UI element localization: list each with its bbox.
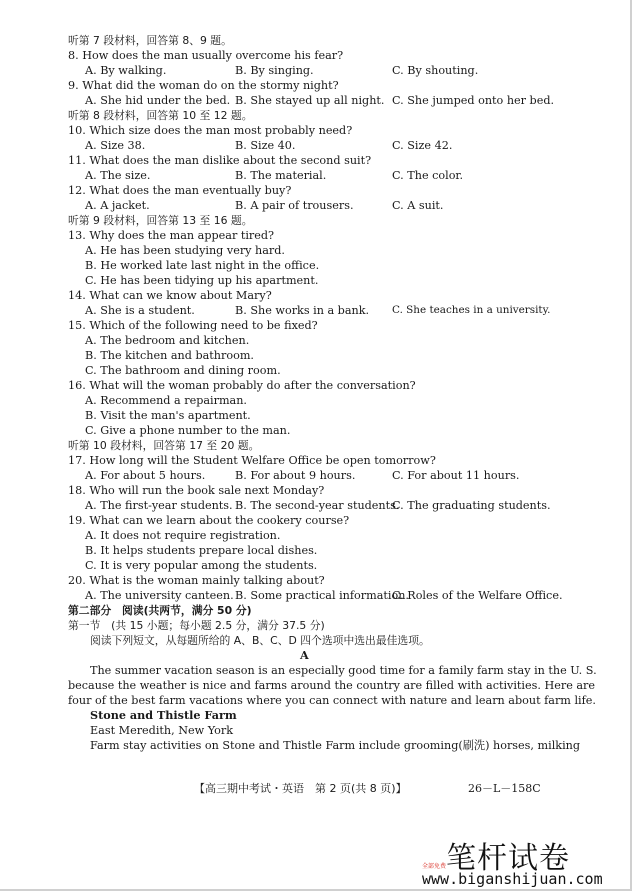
farm-description: Farm stay activities on Stone and Thistle Farm include grooming(刷洗) horses, milking xyxy=(90,739,581,752)
question-8: 8. How does the man usually overcome his fear? xyxy=(68,49,344,62)
watermark-url: www.biganshijuan.com xyxy=(422,870,603,888)
farm-location: East Meredith, New York xyxy=(90,724,234,737)
q9-option-b: B. She stayed up all night. xyxy=(235,94,385,107)
question-20: 20. What is the woman mainly talking about? xyxy=(68,574,325,587)
q8-option-b: B. By singing. xyxy=(235,64,314,77)
q19-option-a: A. It does not require registration. xyxy=(85,529,281,542)
q11-option-c: C. The color. xyxy=(392,169,464,182)
q17-option-a: A. For about 5 hours. xyxy=(85,469,206,482)
q10-option-b: B. Size 40. xyxy=(235,139,296,152)
watermark-logo xyxy=(420,833,632,891)
q20-option-b: B. Some practical information. xyxy=(235,589,409,602)
q19-option-b: B. It helps students prepare local dishes. xyxy=(85,544,318,557)
reading-part-header: 第二部分 阅读(共两节，满分 50 分) xyxy=(68,604,252,617)
reading-instruction: 阅读下列短文，从每题所给的 A、B、C、D 四个选项中选出最佳选项。 xyxy=(90,634,430,647)
q17-option-b: B. For about 9 hours. xyxy=(235,469,356,482)
reading-section-header: 第一节 (共 15 小题；每小题 2.5 分，满分 37.5 分) xyxy=(68,619,325,632)
q12-option-b: B. A pair of trousers. xyxy=(235,199,354,212)
passage-line-1: The summer vacation season is an especially good time for a family farm stay in the U. S. xyxy=(90,664,597,677)
passage-line-3: four of the best farm vacations where you can connect with nature and learn about farm life. xyxy=(68,694,596,707)
question-10: 10. Which size does the man most probably need? xyxy=(68,124,353,137)
farm-name-heading: Stone and Thistle Farm xyxy=(90,708,237,722)
question-13: 13. Why does the man appear tired? xyxy=(68,229,275,242)
passage-line-2: because the weather is nice and farms around the country are filled with activities. Here are xyxy=(68,679,596,692)
question-9: 9. What did the woman do on the stormy night? xyxy=(68,79,339,92)
q12-option-c: C. A suit. xyxy=(392,199,444,212)
q20-option-c: C. Roles of the Welfare Office. xyxy=(392,589,563,602)
q10-option-c: C. Size 42. xyxy=(392,139,453,152)
page-footer: 【高三期中考试・英语 第 2 页(共 8 页)】 xyxy=(194,782,407,795)
section-header-7: 听第 7 段材料，回答第 8、9 题。 xyxy=(68,34,232,47)
passage-label: A xyxy=(300,648,309,662)
q20-option-a: A. The university canteen. xyxy=(85,589,234,602)
question-11: 11. What does the man dislike about the second suit? xyxy=(68,154,372,167)
q14-option-a: A. She is a student. xyxy=(85,304,195,317)
q8-option-a: A. By walking. xyxy=(85,64,167,77)
q18-option-b: B. The second-year students. xyxy=(235,499,400,512)
section-header-8: 听第 8 段材料，回答第 10 至 12 题。 xyxy=(68,109,253,122)
q12-option-a: A. A jacket. xyxy=(85,199,150,212)
watermark-title: 笔杆试卷 xyxy=(446,841,570,876)
q13-option-b: B. He worked late last night in the office. xyxy=(85,259,320,272)
q16-option-b: B. Visit the man's apartment. xyxy=(85,409,251,422)
q9-option-c: C. She jumped onto her bed. xyxy=(392,94,555,107)
q10-option-a: A. Size 38. xyxy=(85,139,146,152)
q18-option-a: A. The first-year students. xyxy=(85,499,233,512)
q17-option-c: C. For about 11 hours. xyxy=(392,469,520,482)
question-18: 18. Who will run the book sale next Monday? xyxy=(68,484,325,497)
question-19: 19. What can we learn about the cookery course? xyxy=(68,514,350,527)
q19-option-c: C. It is very popular among the students. xyxy=(85,559,318,572)
section-header-10: 听第 10 段材料，回答第 17 至 20 题。 xyxy=(68,439,260,452)
question-17: 17. How long will the Student Welfare Office be open tomorrow? xyxy=(68,454,436,467)
q15-option-b: B. The kitchen and bathroom. xyxy=(85,349,254,362)
q8-option-c: C. By shouting. xyxy=(392,64,479,77)
q16-option-a: A. Recommend a repairman. xyxy=(85,394,247,407)
q11-option-b: B. The material. xyxy=(235,169,327,182)
q9-option-a: A. She hid under the bed. xyxy=(85,94,231,107)
question-12: 12. What does the man eventually buy? xyxy=(68,184,292,197)
q16-option-c: C. Give a phone number to the man. xyxy=(85,424,291,437)
q15-option-a: A. The bedroom and kitchen. xyxy=(85,334,250,347)
paper-code: 26－L－158C xyxy=(468,782,541,795)
question-16: 16. What will the woman probably do after the conversation? xyxy=(68,379,416,392)
q14-option-b: B. She works in a bank. xyxy=(235,304,370,317)
q11-option-a: A. The size. xyxy=(85,169,151,182)
q18-option-c: C. The graduating students. xyxy=(392,499,551,512)
q13-option-a: A. He has been studying very hard. xyxy=(85,244,285,257)
watermark-tag: 全部免费 xyxy=(422,863,447,870)
section-header-9: 听第 9 段材料，回答第 13 至 16 题。 xyxy=(68,214,253,227)
question-14: 14. What can we know about Mary? xyxy=(68,289,272,302)
q13-option-c: C. He has been tidying up his apartment. xyxy=(85,274,319,287)
question-15: 15. Which of the following need to be fixed? xyxy=(68,319,318,332)
q15-option-c: C. The bathroom and dining room. xyxy=(85,364,281,377)
q14-option-c: C. She teaches in a university. xyxy=(392,304,551,316)
